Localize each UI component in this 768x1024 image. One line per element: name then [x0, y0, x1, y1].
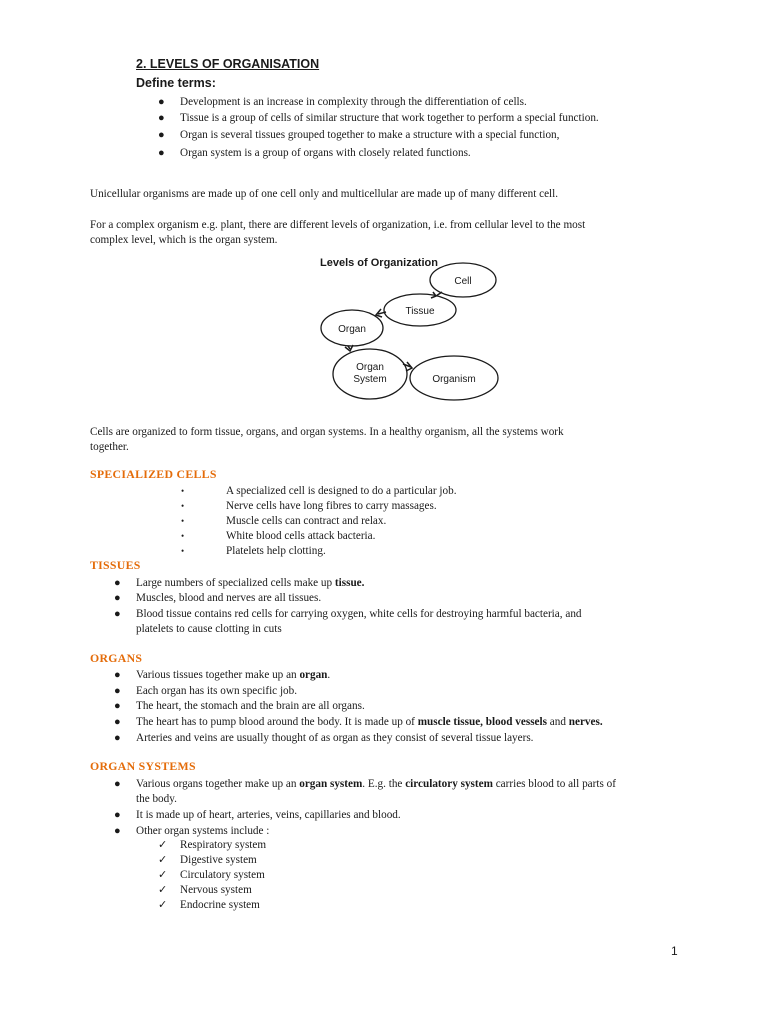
list-item: Nerve cells have long fibres to carry massages.	[226, 500, 437, 512]
list-item: Blood tissue contains red cells for carrying oxygen, white cells for destroying harmful bacteria, and	[136, 608, 582, 620]
diagram-title: Levels of Organization	[320, 257, 438, 269]
organ-label: Organ	[338, 324, 366, 335]
tissue-term: tissue.	[334, 577, 365, 589]
bullet: •	[181, 546, 185, 556]
list-item: The heart, the stomach and the brain are all organs.	[136, 700, 365, 712]
os-item1-end: carries blood to all parts of	[492, 778, 616, 790]
bullet: ●	[114, 608, 121, 620]
list-item	[136, 576, 364, 591]
os-item1-mid: . E.g. the	[362, 778, 406, 790]
bullet: ●	[114, 685, 121, 697]
bullet: ●	[114, 700, 121, 712]
organs-item1-end: .	[327, 669, 331, 681]
bullet: •	[181, 516, 185, 526]
bullet: •	[181, 486, 185, 496]
organs-item4-text: The heart has to pump blood around the body. It is made up of	[136, 716, 418, 728]
definition-development: Development is an increase in complexity through the differentiation of cells.	[180, 96, 527, 108]
paragraph-unicellular: Unicellular organisms are made up of one cell only and multicellular are made up of many different cell.	[90, 188, 559, 200]
organ-system-term: organ system	[299, 778, 363, 790]
system-item: Respiratory system	[180, 839, 267, 851]
paragraph-cells-line1: Cells are organized to form tissue, organs, and organ systems. In a healthy organism, all the systems work	[90, 426, 564, 438]
bullet: •	[181, 531, 185, 541]
organism-label: Organism	[432, 374, 476, 385]
list-item	[136, 715, 603, 730]
organ-system-label-2: System	[353, 374, 387, 385]
bullet: ●	[158, 96, 165, 108]
bullet: ●	[114, 577, 121, 589]
bullet: •	[181, 501, 185, 511]
organ-term: organ	[299, 669, 328, 681]
paragraph-complex-line1: For a complex organism e.g. plant, there are different levels of organization, i.e. from cellular level to the most	[90, 219, 586, 231]
bullet: ●	[114, 825, 121, 837]
system-item: Endocrine system	[180, 899, 260, 911]
list-item: Other organ systems include :	[136, 825, 270, 837]
bullet: ●	[114, 778, 121, 790]
definition-organ-system: Organ system is a group of organs with closely related functions.	[180, 147, 471, 159]
list-item	[136, 668, 330, 683]
checkmark-icon: ✓	[158, 899, 168, 911]
list-item: Muscle cells can contract and relax.	[226, 515, 387, 527]
bullet: ●	[114, 716, 121, 728]
organ-system-label-1: Organ	[356, 362, 384, 373]
definition-tissue: Tissue is a group of cells of similar structure that work together to perform a special function.	[180, 112, 599, 124]
specialized-cells-heading: SPECIALIZED CELLS	[90, 467, 217, 481]
system-item: Circulatory system	[180, 869, 265, 881]
muscle-tissue-term: muscle tissue, blood vessels	[417, 716, 547, 728]
system-item: Nervous system	[180, 884, 252, 896]
organs-item1-text: Various tissues together make up an	[136, 669, 300, 681]
definition-organ: Organ is several tissues grouped together to make a structure with a special function,	[180, 129, 560, 141]
list-item: Platelets help clotting.	[226, 545, 326, 557]
organ-systems-heading: ORGAN SYSTEMS	[90, 759, 196, 773]
list-item-continuation: platelets to cause clotting in cuts	[136, 623, 282, 635]
page-number: 1	[671, 944, 678, 958]
tissues-heading: TISSUES	[90, 558, 141, 572]
checkmark-icon: ✓	[158, 869, 168, 881]
organs-item4-and: and	[547, 716, 569, 728]
os-item1-text: Various organs together make up an	[136, 778, 300, 790]
page-title: 2. LEVELS OF ORGANISATION	[136, 57, 320, 71]
paragraph-complex-line2: complex level, which is the organ system.	[90, 234, 278, 246]
list-item: Muscles, blood and nerves are all tissues.	[136, 592, 322, 604]
bullet: ●	[114, 809, 121, 821]
list-item: It is made up of heart, arteries, veins, capillaries and blood.	[136, 809, 401, 821]
paragraph-cells-line2: together.	[90, 441, 129, 453]
list-item: White blood cells attack bacteria.	[226, 530, 376, 542]
list-item: Arteries and veins are usually thought of as organ as they consist of several tissue layers.	[136, 732, 534, 744]
bullet: ●	[158, 129, 165, 141]
checkmark-icon: ✓	[158, 839, 168, 851]
tissue-label: Tissue	[405, 306, 435, 317]
system-item: Digestive system	[180, 854, 257, 866]
bullet: ●	[158, 147, 165, 159]
list-item-continuation: the body.	[136, 793, 177, 805]
list-item: A specialized cell is designed to do a particular job.	[226, 485, 457, 497]
checkmark-icon: ✓	[158, 884, 168, 896]
tissues-item1-text: Large numbers of specialized cells make up	[136, 577, 335, 589]
define-terms-heading: Define terms:	[136, 76, 216, 90]
checkmark-icon: ✓	[158, 854, 168, 866]
list-item: Each organ has its own specific job.	[136, 685, 298, 697]
list-item	[136, 777, 616, 792]
nerves-term: nerves.	[568, 716, 603, 728]
levels-of-organization-diagram	[312, 246, 502, 404]
bullet: ●	[114, 669, 121, 681]
circulatory-system-term: circulatory system	[405, 778, 493, 790]
bullet: ●	[114, 592, 121, 604]
arrow-cell-tissue	[436, 292, 442, 296]
bullet: ●	[158, 112, 165, 124]
cell-label: Cell	[454, 276, 472, 287]
organs-heading: ORGANS	[90, 651, 143, 665]
bullet: ●	[114, 732, 121, 744]
